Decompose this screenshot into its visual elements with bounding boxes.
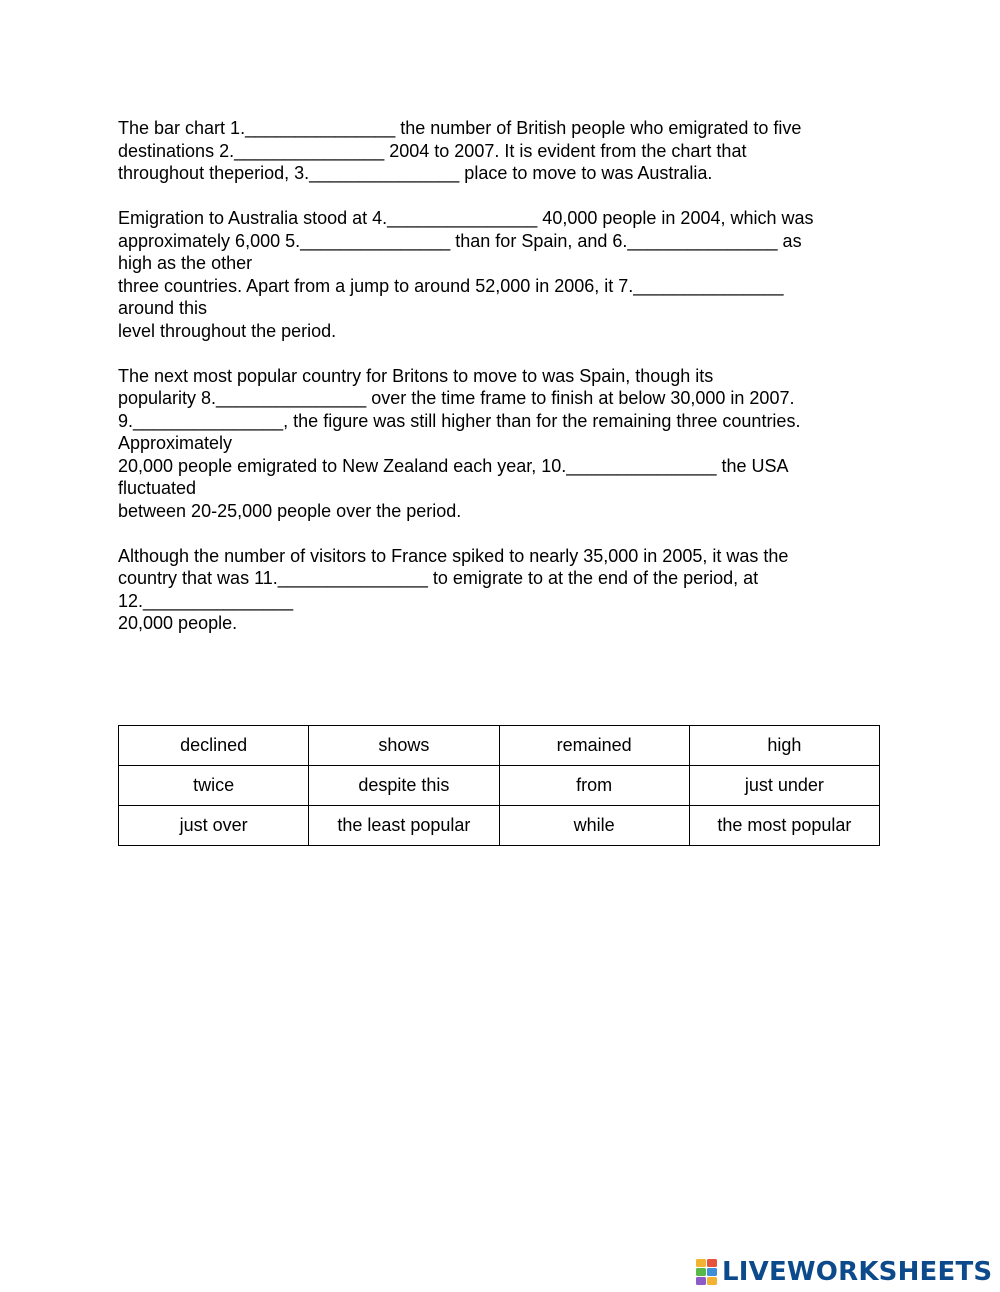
text-line: throughout theperiod, 3._______________ place to move to was Australia. [118, 163, 713, 183]
text-line: popularity 8._______________ over the time frame to finish at below 30,000 in 2007. [118, 388, 795, 408]
word-bank-cell: shows [309, 726, 499, 766]
word-bank-cell: high [689, 726, 879, 766]
liveworksheets-blocks-icon [696, 1259, 718, 1285]
word-bank-cell: from [499, 766, 689, 806]
text-line: 9._______________, the figure was still higher than for the remaining three countries. [118, 410, 801, 431]
word-bank-cell: twice [119, 766, 309, 806]
paragraph-1 [118, 117, 888, 185]
text-line: country that was 11._______________ to emigrate to at the end of the period, at [118, 568, 759, 588]
word-bank-row [119, 766, 880, 806]
text-line: Approximately [118, 433, 233, 453]
word-bank-table [118, 725, 880, 846]
word-bank-cell: the most popular [689, 806, 879, 846]
text-line: between 20-25,000 people over the period. [118, 500, 462, 521]
word-bank-row [119, 726, 880, 766]
worksheet-text [118, 117, 888, 657]
text-line: three countries. Apart from a jump to around 52,000 in 2006, it 7._______________ [118, 275, 784, 296]
text-line: destinations 2._______________ 2004 to 2007. It is evident from the chart that [118, 140, 747, 161]
text-line: Although the number of visitors to France spiked to nearly 35,000 in 2005, it was the [118, 545, 789, 566]
text-line: approximately 6,000 5._______________ than for Spain, and 6._______________ as [118, 230, 802, 251]
text-line: Emigration to Australia stood at 4._______________ 40,000 people in 2004, which was [118, 208, 814, 228]
text-line: 20,000 people. [118, 613, 238, 633]
word-bank-cell: just over [119, 806, 309, 846]
paragraph-4 [118, 545, 888, 635]
liveworksheets-logo[interactable] [696, 1252, 992, 1292]
text-line: around this [118, 298, 208, 318]
word-bank-cell: remained [499, 726, 689, 766]
word-bank-cell: just under [689, 766, 879, 806]
text-line: level throughout the period. [118, 320, 337, 341]
word-bank-cell: while [499, 806, 689, 846]
text-line: high as the other [118, 253, 253, 273]
text-line: The next most popular country for Britons to move to was Spain, though its [118, 365, 714, 386]
text-line: 12._______________ [118, 590, 294, 611]
word-bank-cell: the least popular [309, 806, 499, 846]
word-bank-row [119, 806, 880, 846]
word-bank-cell: despite this [309, 766, 499, 806]
paragraph-3 [118, 365, 888, 523]
word-bank-cell: declined [119, 726, 309, 766]
text-line: The bar chart 1._______________ the number of British people who emigrated to five [118, 118, 802, 138]
text-line: fluctuated [118, 478, 197, 498]
logo-text: LIVEWORKSHEETS [722, 1257, 993, 1287]
paragraph-2 [118, 207, 888, 342]
text-line: 20,000 people emigrated to New Zealand each year, 10._______________ the USA [118, 455, 789, 476]
